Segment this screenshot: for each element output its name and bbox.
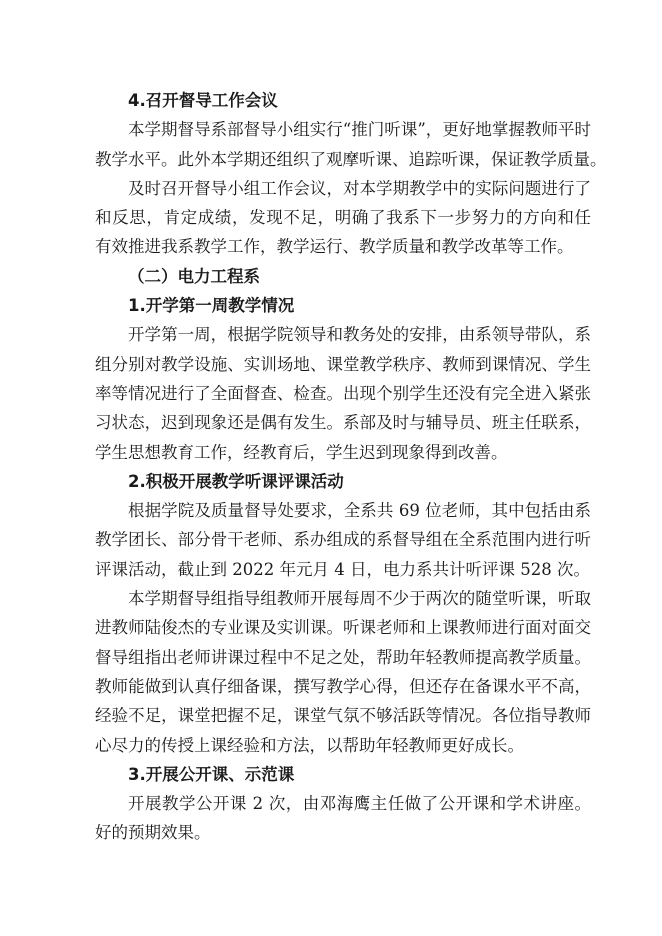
paragraph bbox=[95, 789, 591, 848]
paragraph-line: 心尽力的传授上课经验和方法，以帮助年轻教师更好成长。 bbox=[95, 735, 524, 755]
paragraph-line: 开学第一周，根据学院领导和教务处的安排，由系领导带队，系 bbox=[128, 325, 591, 345]
section-heading bbox=[95, 760, 591, 789]
paragraph-line: 组分别对教学设施、实训场地、课堂教学秩序、教师到课情况、学生 bbox=[95, 354, 591, 374]
paragraph-line: 和反思，肯定成绩，发现不足，明确了我系下一步努力的方向和任 bbox=[95, 208, 591, 228]
paragraph-line: 有效推进我系教学工作，教学运行、教学质量和教学改革等工作。 bbox=[95, 237, 574, 257]
paragraph bbox=[95, 320, 591, 466]
section-heading bbox=[95, 291, 591, 320]
heading-text: 3.开展公开课、示范课 bbox=[128, 764, 295, 784]
section-heading bbox=[95, 86, 591, 115]
paragraph-line: 督导组指出老师讲课过程中不足之处，帮助年轻教师提高教学质量。 bbox=[95, 647, 591, 667]
document-page bbox=[95, 86, 607, 848]
paragraph-line: 习状态，迟到现象还是偶有发生。系部及时与辅导员、班主任联系， bbox=[95, 413, 591, 433]
paragraph-line: 及时召开督导小组工作会议，对本学期教学中的实际问题进行了 bbox=[128, 178, 591, 198]
paragraph-line: 率等情况进行了全面督查、检查。出现个别学生还没有完全进入紧张 bbox=[95, 383, 591, 403]
heading-text: （二）电力工程系 bbox=[128, 266, 260, 286]
paragraph bbox=[95, 496, 591, 584]
paragraph-line: 评课活动，截止到 2022 年元月 4 日，电力系共计听评课 528 次。 bbox=[95, 559, 590, 579]
paragraph bbox=[95, 584, 591, 760]
paragraph-line: 根据学院及质量督导处要求，全系共 69 位老师，其中包括由系 bbox=[128, 501, 591, 521]
heading-text: 2.积极开展教学听课评课活动 bbox=[128, 471, 344, 491]
paragraph-line: 教师能做到认真仔细备课，撰写教学心得，但还存在备课水平不高， bbox=[95, 676, 591, 696]
paragraph bbox=[95, 115, 607, 174]
paragraph-line: 本学期督导组指导组教师开展每周不少于两次的随堂听课，听取 bbox=[128, 589, 591, 609]
paragraph-line: 开展教学公开课 2 次，由邓海鹰主任做了公开课和学术讲座。 bbox=[128, 794, 591, 814]
paragraph bbox=[95, 174, 591, 262]
paragraph-line: 本学期督导系部督导小组实行“推门听课”，更好地掌握教师平时 bbox=[128, 120, 591, 140]
section-heading bbox=[95, 467, 591, 496]
paragraph-line: 进教师陆俊杰的专业课及实训课。听课老师和上课教师进行面对面交 bbox=[95, 618, 591, 638]
paragraph-line: 好的预期效果。 bbox=[95, 823, 211, 843]
heading-text: 4.召开督导工作会议 bbox=[128, 91, 278, 110]
paragraph-line: 学生思想教育工作，经教育后，学生迟到现象得到改善。 bbox=[95, 442, 508, 462]
section-heading bbox=[95, 262, 591, 291]
paragraph-line: 教学水平。此外本学期还组织了观摩听课、追踪听课，保证教学质量。 bbox=[95, 149, 607, 169]
paragraph-line: 教学团长、部分骨干老师、系办组成的系督导组在全系范围内进行听 bbox=[95, 530, 591, 550]
heading-text: 1.开学第一周教学情况 bbox=[128, 296, 295, 316]
paragraph-line: 经验不足，课堂把握不足，课堂气氛不够活跃等情况。各位指导教师 bbox=[95, 706, 591, 726]
